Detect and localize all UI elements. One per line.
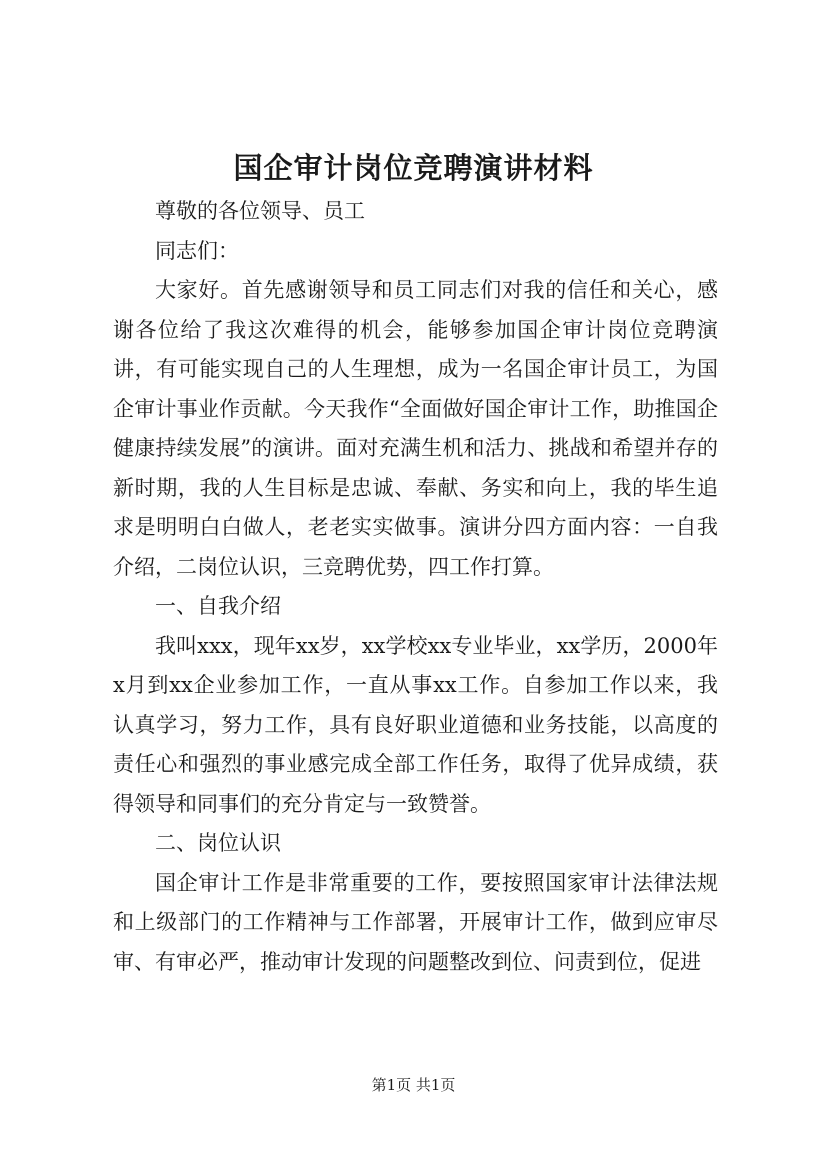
body-paragraph: 国企审计工作是非常重要的工作，要按照国家审计法律法规和上级部门的工作精神与工作部署，开展审计工作，做到应审尽审、有审必严，推动审计发现的问题整改到位、问责到位，促进 <box>113 870 718 974</box>
section-heading: 一、自我介绍 <box>155 594 281 618</box>
salutation-line: 尊敬的各位领导、员工 <box>155 199 365 223</box>
body-paragraph: 大家好。首先感谢领导和员工同志们对我的信任和关心，感谢各位给了我这次难得的机会，能够参加国企审计岗位竞聘演讲，有可能实现自己的人生理想，成为一名国企审计员工，为国企审计事业作贡献。今天我作“全面做好国企审计工作，助推国企健康持续发展”的演讲。面对充满生机和活力、挑战和希望并存的新时期，我的人生目标是忠诚、奉献、务实和向上，我的毕生追求是明明白白做人，老老实实做事。演讲分四方面内容：一自我介绍，二岗位认识，三竞聘优势，四工作打算。 <box>113 278 718 579</box>
salutation-line-2: 同志们： <box>155 238 239 263</box>
page-number-footer: 第1页 共1页 <box>371 1076 456 1094</box>
body-paragraph: 我叫xxx，现年xx岁，xx学校xx专业毕业，xx学历，2000年x月到xx企业参加工作，一直从事xx工作。自参加工作以来，我认真学习，努力工作，具有良好职业道德和业务技能，以高度的责任心和强烈的事业感完成全部工作任务，取得了优异成绩，获得领导和同事们的充分肯定与一致赞誉。 <box>113 633 718 816</box>
document-body <box>113 192 718 982</box>
section-heading: 二、岗位认识 <box>155 831 281 855</box>
document-title: 国企审计岗位竞聘演讲材料 <box>233 151 594 185</box>
